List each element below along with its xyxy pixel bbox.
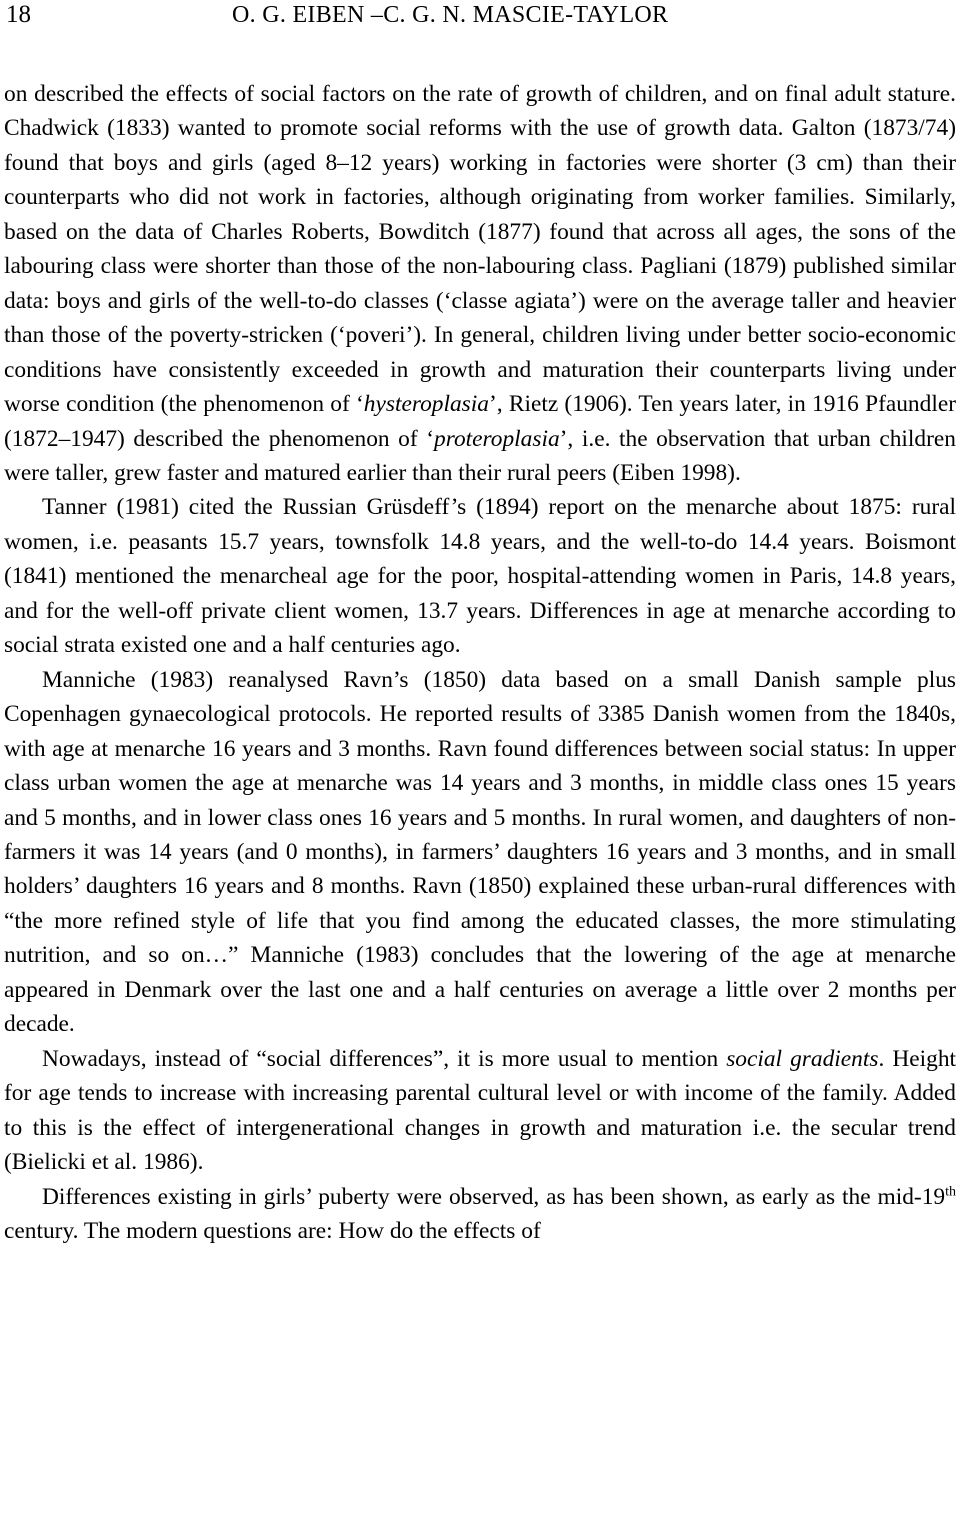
page-number: 18 <box>6 1 31 28</box>
paragraph-text: Nowadays, instead of “social differences”, it is more usual to mention <box>42 1045 727 1072</box>
running-header-authors: O. G. EIBEN –C. G. N. MASCIE-TAYLOR <box>232 2 669 28</box>
paragraph-text: ’, i.e. the observation that urban children were taller, grew faster and matured earlier than their rural peers (Eiben 1998). <box>4 425 956 486</box>
body-text <box>4 77 956 1248</box>
paragraph <box>4 77 956 490</box>
italic-term: proteroplasia <box>434 425 560 452</box>
paragraph <box>4 1042 956 1180</box>
italic-term: hysteroplasia <box>363 391 489 418</box>
paragraph-text: . Height for age tends to increase with increasing parental cultural level or with income of the family. Added to this is the effect of intergenerational changes in growth and maturation i.e. the secular trend (Bielicki et al. 1986). <box>4 1045 957 1176</box>
paragraph-text: Differences existing in girls’ puberty were observed, as has been shown, as early as the mid-19 <box>42 1183 946 1210</box>
paragraph <box>4 1180 956 1249</box>
italic-term: social gradients <box>726 1045 879 1072</box>
paragraph: Tanner (1981) cited the Russian Grüsdeff’s (1894) report on the menarche about 1875: rural women, i.e. peasants 15.7 years, townsfolk 14.8 years, and the well-to-do 14.4 years. Boismont (1841) mentioned the menarcheal age for the poor, hospital-attending women in Paris, 14.8 years, and for the well-off private client women, 13.7 years. Differences in age at menarche according to social strata existed one and a half centuries ago. <box>4 494 956 659</box>
paragraph-text: century. The modern questions are: How do the effects of <box>4 1217 541 1244</box>
paragraph: Manniche (1983) reanalysed Ravn’s (1850) data based on a small Danish sample plus Copenhagen gynaecological protocols. He reported results of 3385 Danish women from the 1840s, with age at menarche 16 years and 3 months. Ravn found differences between social status: In upper class urban women the age at menarche was 14 years and 3 months, in middle class ones 15 years and 5 months, and in lower class ones 16 years and 5 months. In rural women, and daughters of non-farmers it was 14 years (and 0 months), in farmers’ daughters 16 years and 3 months, and in small holders’ daughters 16 years and 8 months. Ravn (1850) explained these urban-rural differences with “the more refined style of life that you find among the educated classes, the more stimulating nutrition, and so on…” Manniche (1983) concludes that the lowering of the age at menarche appeared in Denmark over the last one and a half centuries on average a little over 2 months per decade. <box>4 666 956 1038</box>
superscript: th <box>945 1183 956 1199</box>
paragraph-text: ’, Rietz (1906). Ten years later, in 1916 Pfaundler (1872–1947) described the phenomenon of ‘ <box>4 391 956 452</box>
paragraph-text: on described the effects of social factors on the rate of growth of children, and on final adult stature. Chadwick (1833) wanted to promote social reforms with the use of growth data. Galton (1873/74) found that boys and girls (aged 8–12 years) working in factories were shorter (3 cm) than their counterparts who did not work in factories, although originating from worker families. Similarly, based on the data of Charles Roberts, Bowditch (1877) found that across all ages, the sons of the labouring class were shorter than those of the non-labouring class. Pagliani (1879) published similar data: boys and girls of the well-to-do classes (‘classe agiata’) were on the average taller and heavier than those of the poverty-stricken (‘poveri’). In general, children living under better socio-economic conditions have consistently exceeded in growth and maturation their counterparts living under worse condition (the phenomenon of ‘ <box>4 81 956 418</box>
running-header <box>4 0 956 34</box>
